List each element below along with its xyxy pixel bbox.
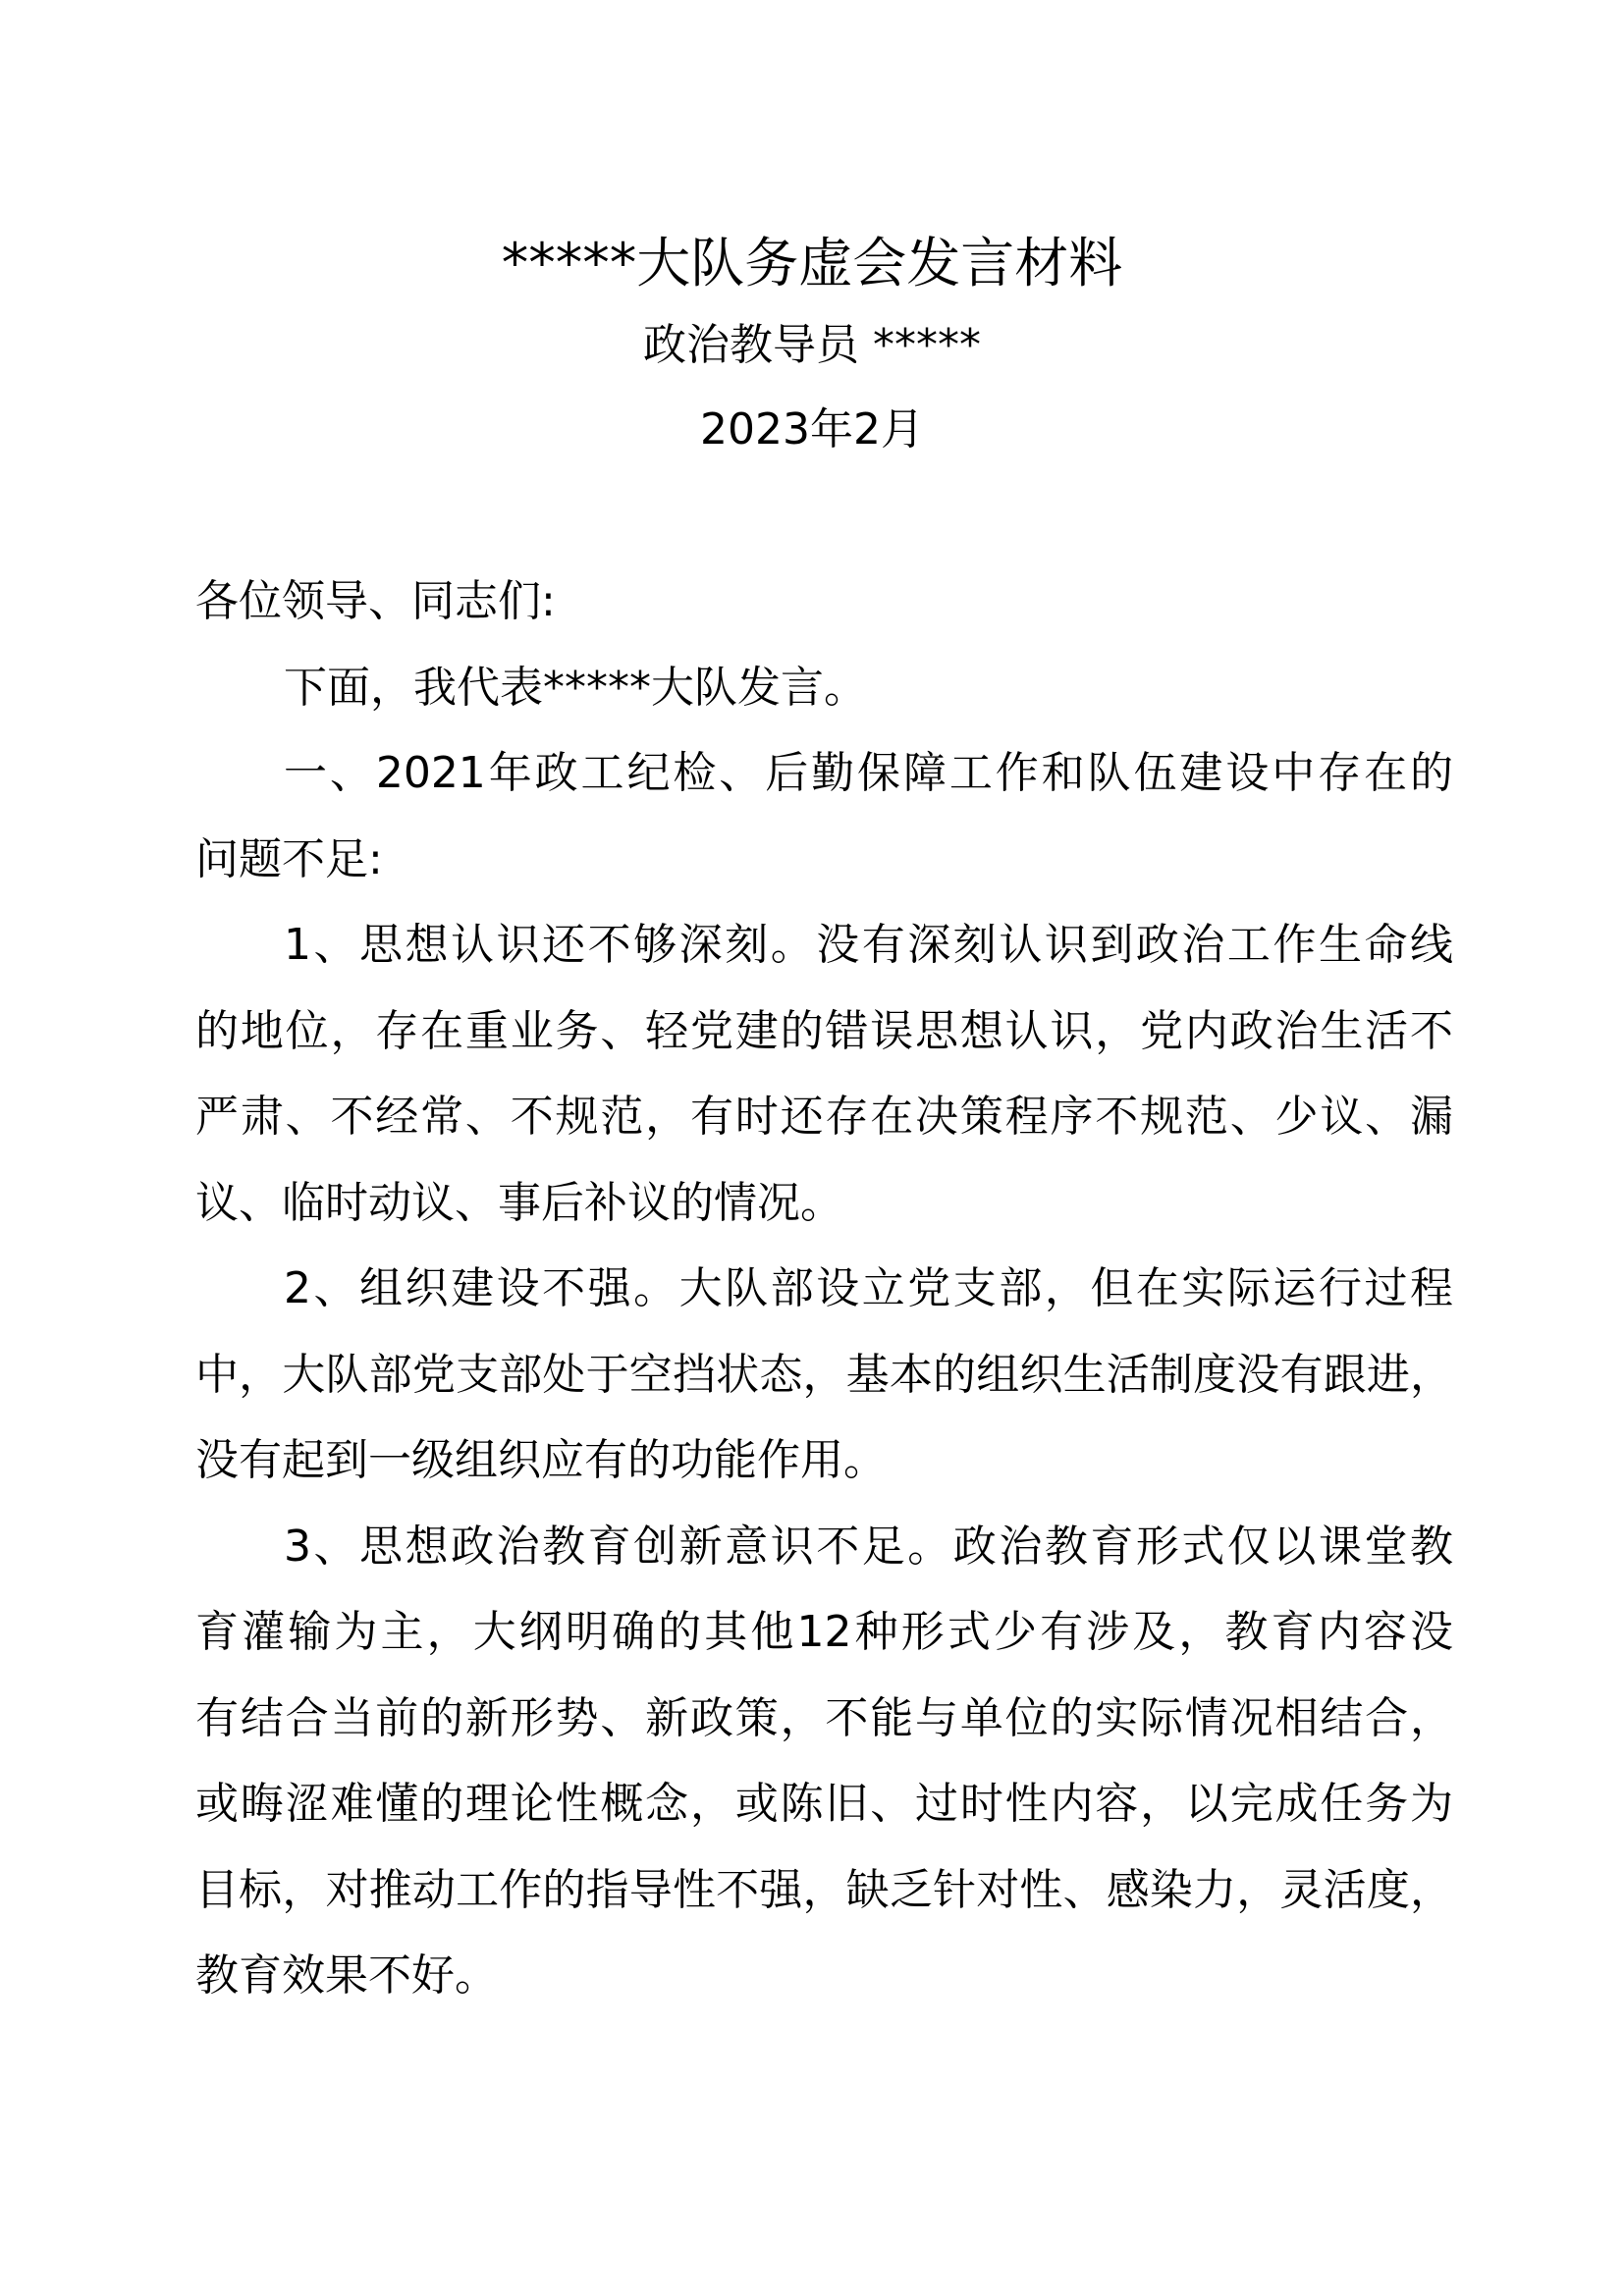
body-text-line: 育灌输为主，大纲明确的其他12种形式少有涉及，教育内容没 bbox=[195, 1607, 1453, 1657]
body-text-line: 各位领导、同志们: bbox=[195, 576, 556, 626]
body-text-line: 没有起到一级组织应有的功能作用。 bbox=[195, 1435, 887, 1485]
body-text-line: 问题不足: bbox=[195, 833, 383, 884]
document-date: 2023年2月 bbox=[700, 404, 924, 454]
body-text-line: 2、组织建设不强。大队部设立党支部，但在实际运行过程 bbox=[284, 1263, 1453, 1313]
body-text-line: 一、2021年政工纪检、后勤保障工作和队伍建设中存在的 bbox=[284, 748, 1453, 798]
body-text-line: 下面，我代表*****大队发言。 bbox=[284, 662, 867, 713]
body-text-line: 3、思想政治教育创新意识不足。政治教育形式仅以课堂教 bbox=[284, 1521, 1453, 1572]
body-text-line: 目标，对推动工作的指导性不强，缺乏针对性、感染力，灵活度， bbox=[195, 1864, 1453, 1915]
body-text-line: 或晦涩难懂的理论性概念，或陈旧、过时性内容，以完成任务为 bbox=[195, 1779, 1453, 1829]
body-text-line: 中，大队部党支部处于空挡状态，基本的组织生活制度没有跟进， bbox=[195, 1349, 1453, 1400]
body-text-line: 1、思想认识还不够深刻。没有深刻认识到政治工作生命线 bbox=[284, 920, 1453, 970]
body-text-line: 教育效果不好。 bbox=[195, 1950, 498, 2001]
body-text-line: 有结合当前的新形势、新政策，不能与单位的实际情况相结合， bbox=[195, 1692, 1453, 1743]
body-text-line: 议、临时动议、事后补议的情况。 bbox=[195, 1177, 843, 1228]
author-line: 政治教导员 ***** bbox=[643, 320, 981, 370]
body-text-line: 的地位，存在重业务、轻党建的错误思想认识，党内政治生活不 bbox=[195, 1005, 1453, 1056]
document-title: *****大队务虚会发言材料 bbox=[501, 232, 1123, 294]
document-body bbox=[195, 559, 1453, 2019]
body-text-line: 严肃、不经常、不规范，有时还存在决策程序不规范、少议、漏 bbox=[195, 1092, 1453, 1142]
